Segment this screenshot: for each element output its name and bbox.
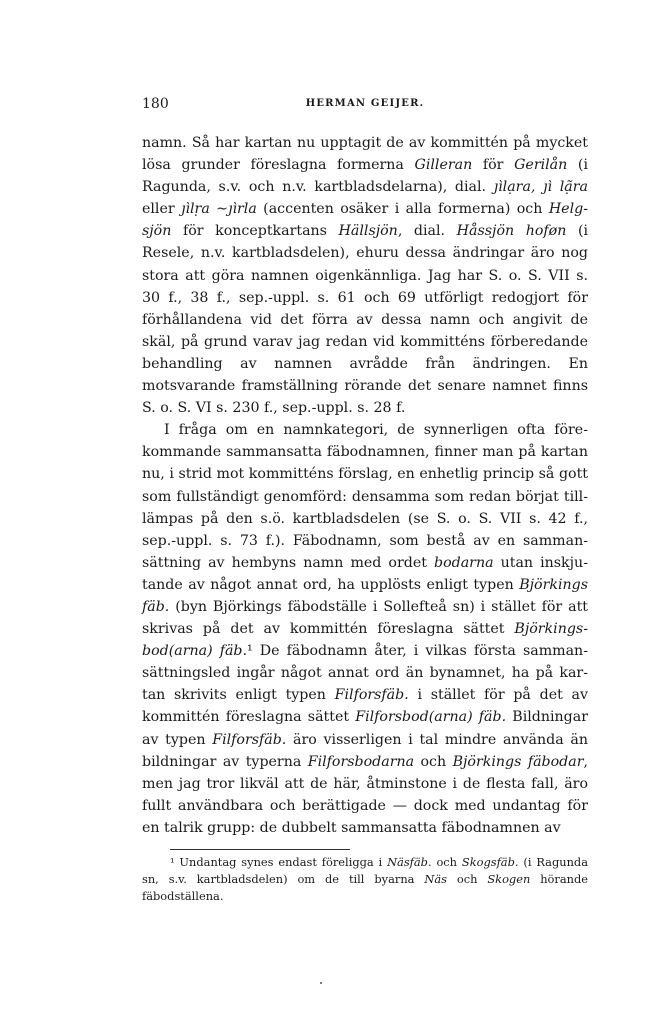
footnote-rule xyxy=(170,849,350,850)
text-run: I fråga om en namnkategori, de synnerligen ofta förekommande sammansatta fäbodnamnen, finner man på kartan nu, i strid mot kommitténs förslag, en enhetlig princip så gott som fullständigt genomförd: densamma som redan börjat tilllämpas på den s.ö. kartbladsdelen (se S. o. S. VII s. 42 f., sep.-uppl. s. 73 f.). Fäbodnamn, som bestå av en sammansättning av hembyns namn med ordet xyxy=(142,422,588,571)
text-run: i stället för på det av kommittén föreslagna sättet xyxy=(142,687,588,726)
text-run: ¹ Undantag synes endast föreligga i xyxy=(170,855,388,869)
text-run: eller xyxy=(142,201,182,218)
body-text xyxy=(142,132,588,839)
italic-term: Gilleran xyxy=(414,157,473,174)
italic-term: Filforsfäb. xyxy=(334,687,409,704)
text-run: namn. Så har kartan nu upptagit de av kommittén på mycket lösa grunder föreslagna formerna xyxy=(142,135,588,174)
italic-term: Gerilån xyxy=(514,157,568,174)
italic-term: Näsfäb. xyxy=(387,855,432,869)
page-speck xyxy=(320,982,322,984)
text-run: och xyxy=(431,855,462,869)
text-run: utan inskjutande av något annat ord, ha upplösts enligt typen xyxy=(142,554,588,593)
italic-term: Näs xyxy=(424,872,447,886)
text-run: Bildningar av typen xyxy=(142,709,589,748)
text-run: , dial. xyxy=(397,223,457,240)
text-run: (i Ragunda sn, s.v. kartbladsdelen) om de till byarna xyxy=(142,855,588,886)
italic-term: ȷı̀lạra, ȷı̀ lạ̃ra xyxy=(493,179,588,196)
italic-term: Håssjön hoføn xyxy=(456,223,567,240)
paragraph-1 xyxy=(142,132,588,419)
text-run: , men jag tror likväl att de här, åtminstone i de flesta fall, äro fullt användbara och berättigade — dock med undantag för en talrik grupp: de dubbelt sammansatta fäbodnamnen av xyxy=(142,753,588,836)
text-run: ¹ De fäbodnamn åter, i vilkas första sammansättningsled ingår något annat ord än bynamnet, ha på kartan skrivits enligt typen xyxy=(142,643,588,704)
italic-term: Skogsfäb. xyxy=(461,855,519,869)
italic-term: ȷı̀lṛa ∼ȷı̀rla xyxy=(181,201,257,218)
footnote xyxy=(142,854,588,905)
text-run: för xyxy=(472,157,515,174)
text-run: hörande fäbodställena. xyxy=(142,872,588,903)
text-run: och xyxy=(446,872,488,886)
page-number: 180 xyxy=(142,96,169,112)
italic-term: Helgsjön xyxy=(142,201,588,240)
italic-term: bodarna xyxy=(434,554,494,571)
italic-term: Skogen xyxy=(487,872,531,886)
running-head: HERMAN GEIJER. xyxy=(305,98,425,109)
italic-term: Björkings fäb. xyxy=(142,576,588,615)
text-run: för konceptkartans xyxy=(171,223,339,240)
italic-term: Björkings fäbodar xyxy=(452,753,584,770)
italic-term: Filforsbod(arna) fäb. xyxy=(355,709,507,726)
text-run: äro visserligen i tal mindre använda än bildningar av typerna xyxy=(142,731,588,770)
text-run: (byn Björkings fäbodställe i Sollefteå sn) i stället för att skrivas på det av kommittén föreslagna sättet xyxy=(142,598,588,638)
italic-term: Filforsbodarna xyxy=(307,753,415,770)
italic-term: Filforsfäb. xyxy=(212,731,287,748)
page-header xyxy=(142,96,588,116)
italic-term: Björkingsbod(arna) fäb. xyxy=(142,621,588,660)
text-run: (i Resele, n.v. kartbladsdelen), ehuru dessa ändringar äro nog stora att göra namnen oigenkännliga. Jag har S. o. S. VII s. 30 f., 38 f., sep.-uppl. s. 61 och 69 utförligt redogjort för förhållandena vid det förra av dessa namn och angivit de skäl, på grund varav jag redan vid kommitténs förberedande behandling av namnen avrådde från ändringen. En motsvarande framställning rörande det senare namnet finns S. o. S. VI s. 230 f., sep.-uppl. s. 28 f. xyxy=(142,223,589,417)
paragraph-2 xyxy=(142,419,588,839)
text-run: (i Ragunda, s.v. och n.v. kartbladsdelarna), dial. xyxy=(142,157,588,196)
text-run: (accenten osäker i alla formerna) och xyxy=(256,201,549,218)
italic-term: Hällsjön xyxy=(338,223,398,240)
book-page xyxy=(142,96,588,905)
text-run: och xyxy=(414,753,453,770)
